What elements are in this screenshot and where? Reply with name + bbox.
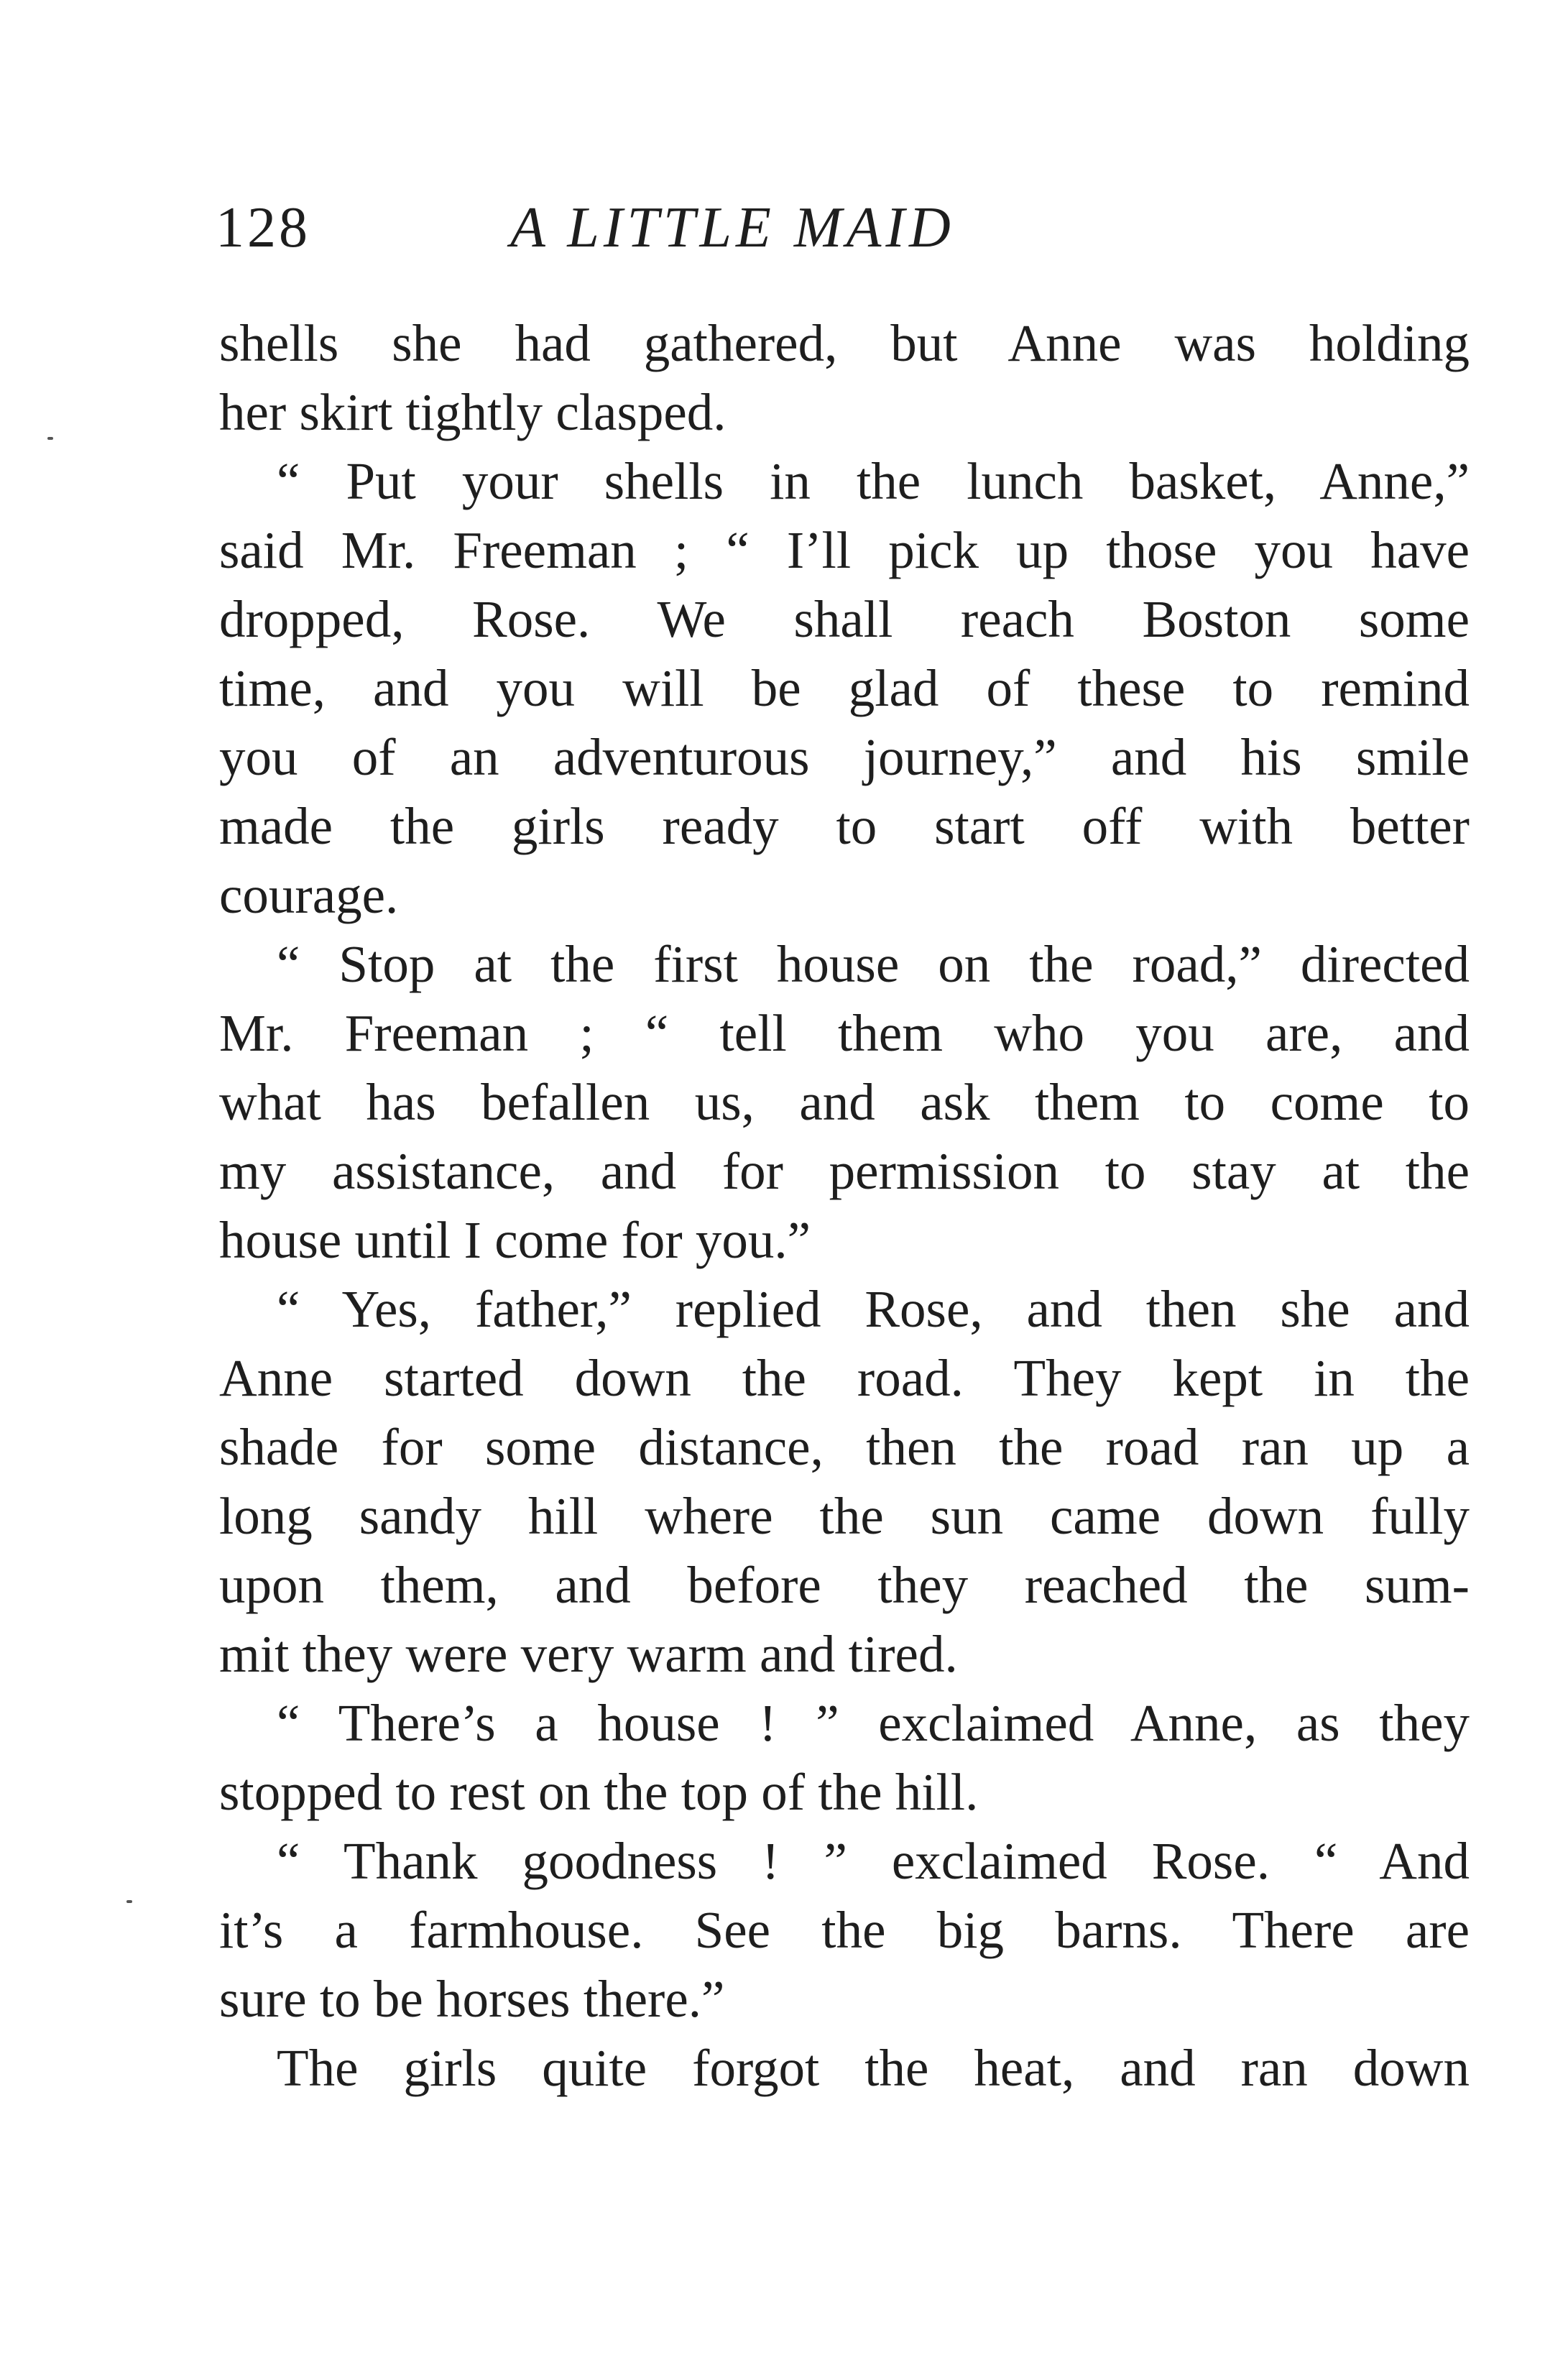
text-line: long sandy hill where the sun came down fully [219,1487,1470,1545]
text-line: shade for some distance, then the road ran up a [219,1418,1470,1476]
text-line: courage. [219,866,399,924]
text-line: made the girls ready to start off with better [219,797,1470,855]
scan-speck [126,1900,132,1903]
text-line: her skirt tightly clasped. [219,383,727,441]
text-line: stopped to rest on the top of the hill. [219,1763,979,1821]
text-line: “ Stop at the first house on the road,” directed [277,935,1470,993]
text-line: Anne started down the road. They kept in the [219,1349,1470,1407]
text-line: “ There’s a house ! ” exclaimed Anne, as they [277,1694,1470,1752]
text-line: “ Put your shells in the lunch basket, Anne,” [277,452,1470,510]
text-line: it’s a farmhouse. See the big barns. There are [219,1901,1470,1959]
page-number: 128 [216,196,310,259]
text-line: dropped, Rose. We shall reach Boston some [219,590,1470,648]
text-line: what has befallen us, and ask them to come to [219,1073,1470,1131]
text-line: Mr. Freeman ; “ tell them who you are, and [219,1004,1470,1062]
text-line: mit they were very warm and tired. [219,1625,958,1683]
text-line: shells she had gathered, but Anne was holding [219,314,1470,372]
scan-speck [47,437,53,440]
running-head [216,188,1150,267]
text-line: house until I come for you.” [219,1211,811,1269]
text-line: The girls quite forgot the heat, and ran down [277,2039,1470,2097]
text-line: time, and you will be glad of these to remind [219,659,1470,717]
text-line: my assistance, and for permission to stay at the [219,1142,1470,1200]
text-line: “ Yes, father,” replied Rose, and then she and [277,1280,1470,1338]
text-line: sure to be horses there.” [219,1970,725,2028]
text-line: upon them, and before they reached the sum- [219,1556,1470,1614]
text-line: you of an adventurous journey,” and his smile [219,728,1470,786]
text-line: “ Thank goodness ! ” exclaimed Rose. “ And [277,1832,1470,1890]
text-line: said Mr. Freeman ; “ I’ll pick up those you have [219,521,1470,579]
running-title: A LITTLE MAID [510,196,955,259]
body-text [219,309,1470,2103]
